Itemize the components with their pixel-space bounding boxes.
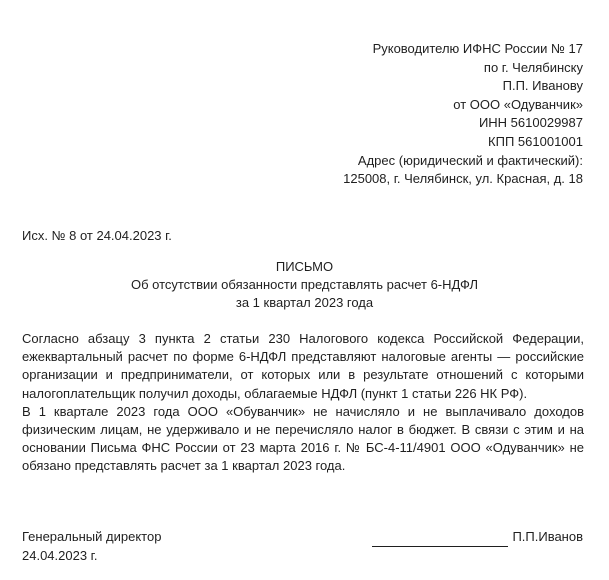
addressee-block — [343, 40, 583, 189]
letter-title-block — [0, 258, 609, 313]
addressee-line-2: по г. Челябинску — [483, 59, 583, 75]
outgoing-number: Исх. № 8 от 24.04.2023 г. — [22, 228, 172, 243]
letter-title: ПИСЬМО — [275, 259, 334, 274]
addressee-line-4: от ООО «Одуванчик» — [453, 96, 583, 112]
letter-subject: Об отсутствии обязанности представлять расчет 6-НДФЛ — [130, 277, 479, 293]
signature-date: 24.04.2023 г. — [22, 547, 98, 563]
addressee-line-3: П.П. Иванову — [502, 78, 583, 94]
addressee-line-5: ИНН 5610029987 — [478, 115, 583, 131]
signature-block — [372, 528, 583, 547]
addressee-line-8: 125008, г. Челябинск, ул. Красная, д. 18 — [343, 171, 583, 187]
signatory-name: П.П.Иванов — [512, 529, 583, 544]
letter-period: за 1 квартал 2023 года — [235, 295, 374, 311]
signatory-position: Генеральный директор — [22, 529, 162, 544]
addressee-line-7: Адрес (юридический и фактический): — [357, 152, 583, 168]
addressee-line-1: Руководителю ИФНС России № 17 — [372, 41, 583, 56]
signature-line — [372, 533, 508, 547]
body-paragraph-1: Согласно абзацу 3 пункта 2 статьи 230 Налогового кодекса Российской Федерации, ежеквартальный расчет по форме 6-НДФЛ представляют налоговые агенты — российские организации и предприниматели, от которых или в результате отношений с которыми налогоплательщик получил доходы, облагаемые НДФЛ (пункт 1 статьи 226 НК РФ). — [22, 331, 584, 401]
signatory-block — [22, 528, 161, 565]
body-paragraph-2: В 1 квартале 2023 года ООО «Обуванчик» не начисляло и не выплачивало доходов физическим лицам, не удерживало и не перечисляло налог в бюджет. В связи с этим и на основании Письма ФНС России от 23 марта 2016 г. № БС-4-11/4901 ООО «Одуванчик» не обязано представлять расчет за 1 квартал 2023 года. — [22, 403, 584, 474]
letter-body — [22, 330, 584, 476]
addressee-line-6: КПП 561001001 — [488, 133, 583, 149]
